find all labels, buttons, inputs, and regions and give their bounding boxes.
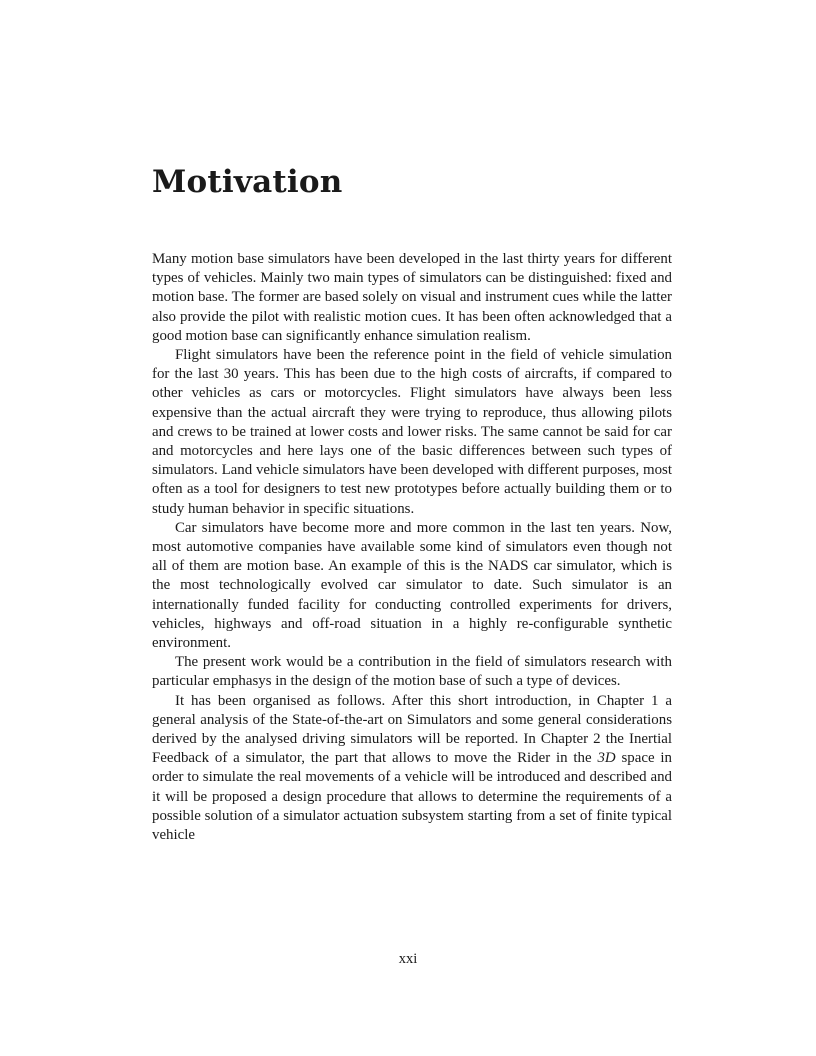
paragraph-3: Car simulators have become more and more common in the last ten years. Now, most automotive companies have available some kind of simulators even though not all of them are motion base. An example of this is the NADS car simulator, which is the most technologically evolved car simulator to date. Such simulator is an internationally funded facility for conducting controlled experiments for drivers, vehicles, highways and off-road situation in a highly re-configurable synthetic environment. [152, 519, 672, 652]
body-text [152, 250, 672, 845]
chapter-title: Motivation [152, 164, 343, 200]
paragraph-5-text-after: space in order to simulate the real movements of a vehicle will be introduced and described and it will be proposed a design procedure that allows to determine the requirements of a possible solution of a simulator actuation subsystem starting from a set of finite typical vehicle [152, 750, 672, 844]
math-3d-symbol: 3D [597, 750, 616, 767]
page-number: xxi [398, 951, 418, 967]
paragraph-1: Many motion base simulators have been developed in the last thirty years for different types of vehicles. Mainly two main types of simulators can be distinguished: fixed and motion base. The former are based solely on visual and instrument cues while the latter also provide the pilot with realistic motion cues. It has been often acknowledged that a good motion base can significantly enhance simulation realism. [152, 251, 672, 344]
paragraph-5-text-before: It has been organised as follows. After this short introduction, in Chapter 1 a general analysis of the State-of-the-art on Simulators and some general considerations derived by the analysed driving simulators will be reported. In Chapter 2 the Inertial Feedback of a simulator, the part that allows to move the Rider in the [152, 692, 672, 767]
paragraph-2: Flight simulators have been the reference point in the field of vehicle simulation for the last 30 years. This has been due to the high costs of aircrafts, if compared to other vehicles as cars or motorcycles. Flight simulators have always been less expensive than the actual aircraft they were trying to reproduce, thus allowing pilots and crews to be trained at lower costs and lower risks. The same cannot be said for car and motorcycles and here lays one of the basic differences between such types of simulators. Land vehicle simulators have been developed with different purposes, most often as a tool for designers to test new prototypes before actually building them or to study human behavior in specific situations. [152, 347, 672, 517]
paragraph-4: The present work would be a contribution in the field of simulators research with particular emphasys in the design of the motion base of such a type of devices. [152, 654, 672, 690]
paragraph-5 [152, 692, 672, 846]
